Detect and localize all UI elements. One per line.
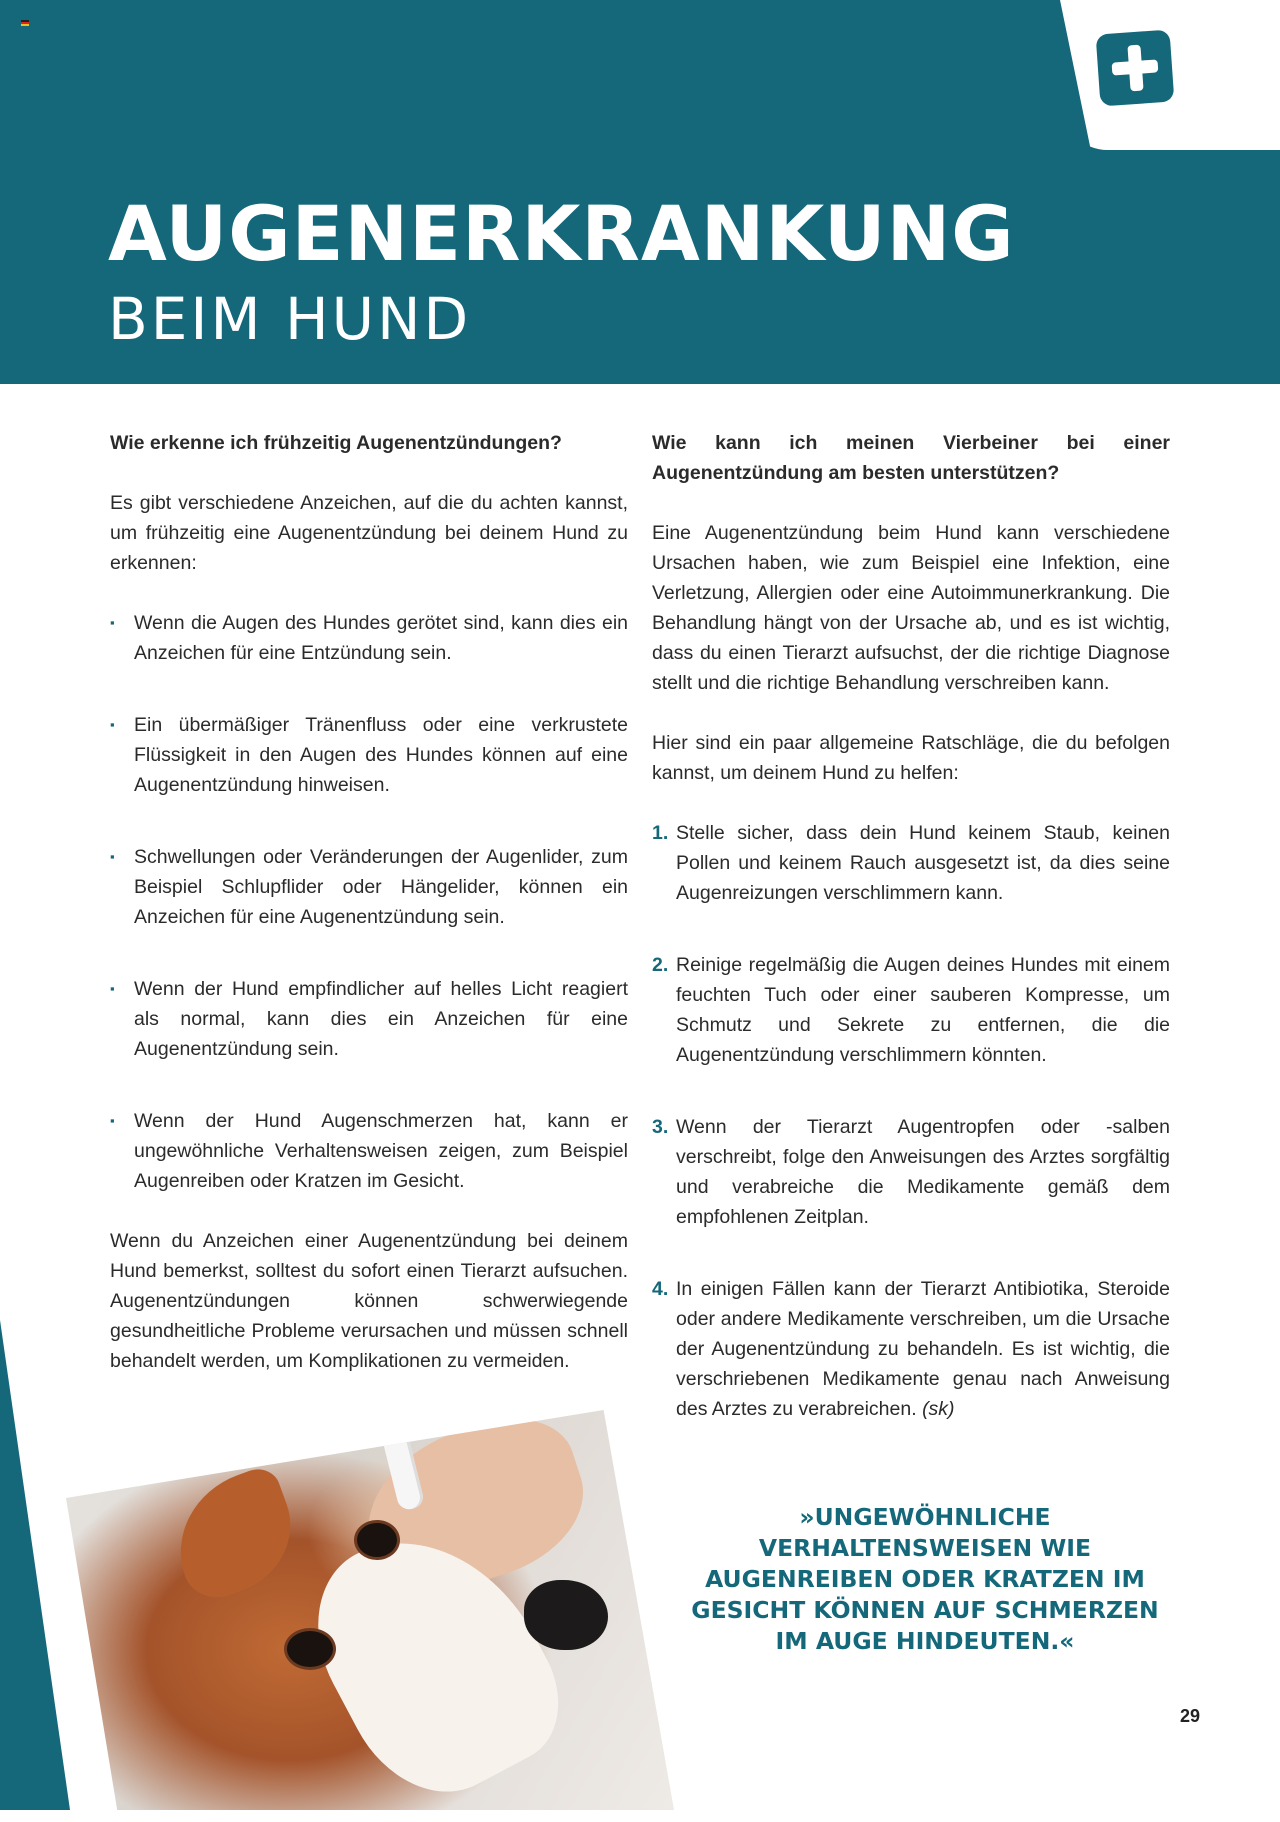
- left-intro: Es gibt verschiedene Anzeichen, auf die du achten kannst, um frühzeitig eine Augenentzündung bei deinem Hund zu erkennen:: [110, 492, 628, 574]
- right-heading: Wie kann ich meinen Vierbeiner bei einer Augenentzündung am besten unterstützen?: [652, 432, 1170, 484]
- author-signature: (sk): [922, 1398, 955, 1420]
- bullet-icon: ▪: [110, 981, 115, 996]
- dog-nose: [524, 1580, 608, 1650]
- page-subtitle: BEIM HUND: [108, 285, 472, 353]
- step-number: 1.: [652, 822, 669, 844]
- left-column: [110, 428, 628, 1406]
- list-item: 1. Stelle sicher, dass dein Hund keinem Staub, keinen Pollen und keinem Rauch ausgesetzt ist, da dies seine Augenreizungen verschlimmern kann.: [652, 818, 1170, 908]
- bullet-icon: ▪: [110, 717, 115, 732]
- list-item: ▪ Ein übermäßiger Tränenfluss oder eine verkrustete Flüssigkeit in den Augen des Hundes können auf eine Augenentzündung hinweisen.: [110, 710, 628, 800]
- bullet-icon: ▪: [110, 849, 115, 864]
- right-paragraph-1: Eine Augenentzündung beim Hund kann verschiedene Ursachen haben, wie zum Beispiel eine Infektion, eine Verletzung, Allergien oder eine Autoimmunerkrankung. Die Behandlung hängt von der Ursache ab, und es ist wichtig, dass du einen Tierarzt aufsuchst, der die richtige Diagnose stellt und die richtige Behandlung verschreiben kann.: [652, 522, 1170, 694]
- step-number: 4.: [652, 1278, 669, 1300]
- decorative-wedge: [0, 1320, 70, 1810]
- dog-eye: [284, 1628, 336, 1670]
- symptom-list: [110, 608, 628, 1196]
- left-heading: Wie erkenne ich frühzeitig Augenentzündungen?: [110, 432, 562, 454]
- dog-eye: [354, 1520, 400, 1560]
- list-item: 4. In einigen Fällen kann der Tierarzt Antibiotika, Steroide oder andere Medikamente verschreiben, um die Ursache der Augenentzündung zu behandeln. Es ist wichtig, die verschriebenen Medikamente genau nach Anweisung des Arztes zu verabreichen. (sk): [652, 1274, 1170, 1424]
- advice-list: [652, 818, 1170, 1424]
- bullet-icon: ▪: [110, 1113, 115, 1128]
- bullet-icon: ▪: [110, 615, 115, 630]
- list-item: 2. Reinige regelmäßig die Augen deines Hundes mit einem feuchten Tuch oder einer sauberen Kompresse, um Schmutz und Sekrete zu entfernen, die die Augenentzündung verschlimmern könnten.: [652, 950, 1170, 1070]
- dog-eyedrop-photo: [34, 1410, 674, 1810]
- list-item: 3. Wenn der Tierarzt Augentropfen oder -salben verschreibt, folge den Anweisungen des Arztes sorgfältig und verabreiche die Medikamente gemäß dem empfohlenen Zeitplan.: [652, 1112, 1170, 1232]
- list-item: ▪ Schwellungen oder Veränderungen der Augenlider, zum Beispiel Schlupflider oder Hängelider, können ein Anzeichen für eine Augenentzündung sein.: [110, 842, 628, 932]
- page-number: 29: [1180, 1706, 1201, 1726]
- list-item: ▪ Wenn der Hund empfindlicher auf helles Licht reagiert als normal, kann dies ein Anzeichen für eine Augenentzündung sein.: [110, 974, 628, 1064]
- page-title: AUGENERKRANKUNG: [108, 189, 1015, 278]
- header-band: [0, 0, 1280, 384]
- right-paragraph-2: Hier sind ein paar allgemeine Ratschläge, die du befolgen kannst, um deinem Hund zu helfen:: [652, 732, 1170, 784]
- right-column: [652, 428, 1170, 1466]
- step-number: 2.: [652, 954, 669, 976]
- step-number: 3.: [652, 1116, 669, 1138]
- dog-ear: [159, 1463, 309, 1607]
- list-item: ▪ Wenn der Hund Augenschmerzen hat, kann er ungewöhnliche Verhaltensweisen zeigen, zum Beispiel Augenreiben oder Kratzen im Gesicht.: [110, 1106, 628, 1196]
- medical-cross-icon: [1096, 30, 1175, 107]
- pull-quote: »UNGEWÖHNLICHE VERHALTENSWEISEN WIE AUGENREIBEN ODER KRATZEN IM GESICHT KÖNNEN AUF SCHMERZEN IM AUGE HINDEUTEN.«: [691, 1503, 1159, 1655]
- left-closing: Wenn du Anzeichen einer Augenentzündung bei deinem Hund bemerkst, solltest du sofort einen Tierarzt aufsuchen. Augenentzündungen können schwerwiegende gesundheitliche Probleme verursachen und müssen schnell behandelt werden, um Komplikationen zu vermeiden.: [110, 1230, 628, 1372]
- list-item: ▪ Wenn die Augen des Hundes gerötet sind, kann dies ein Anzeichen für eine Entzündung sein.: [110, 608, 628, 668]
- language-flag-icon: [21, 20, 29, 26]
